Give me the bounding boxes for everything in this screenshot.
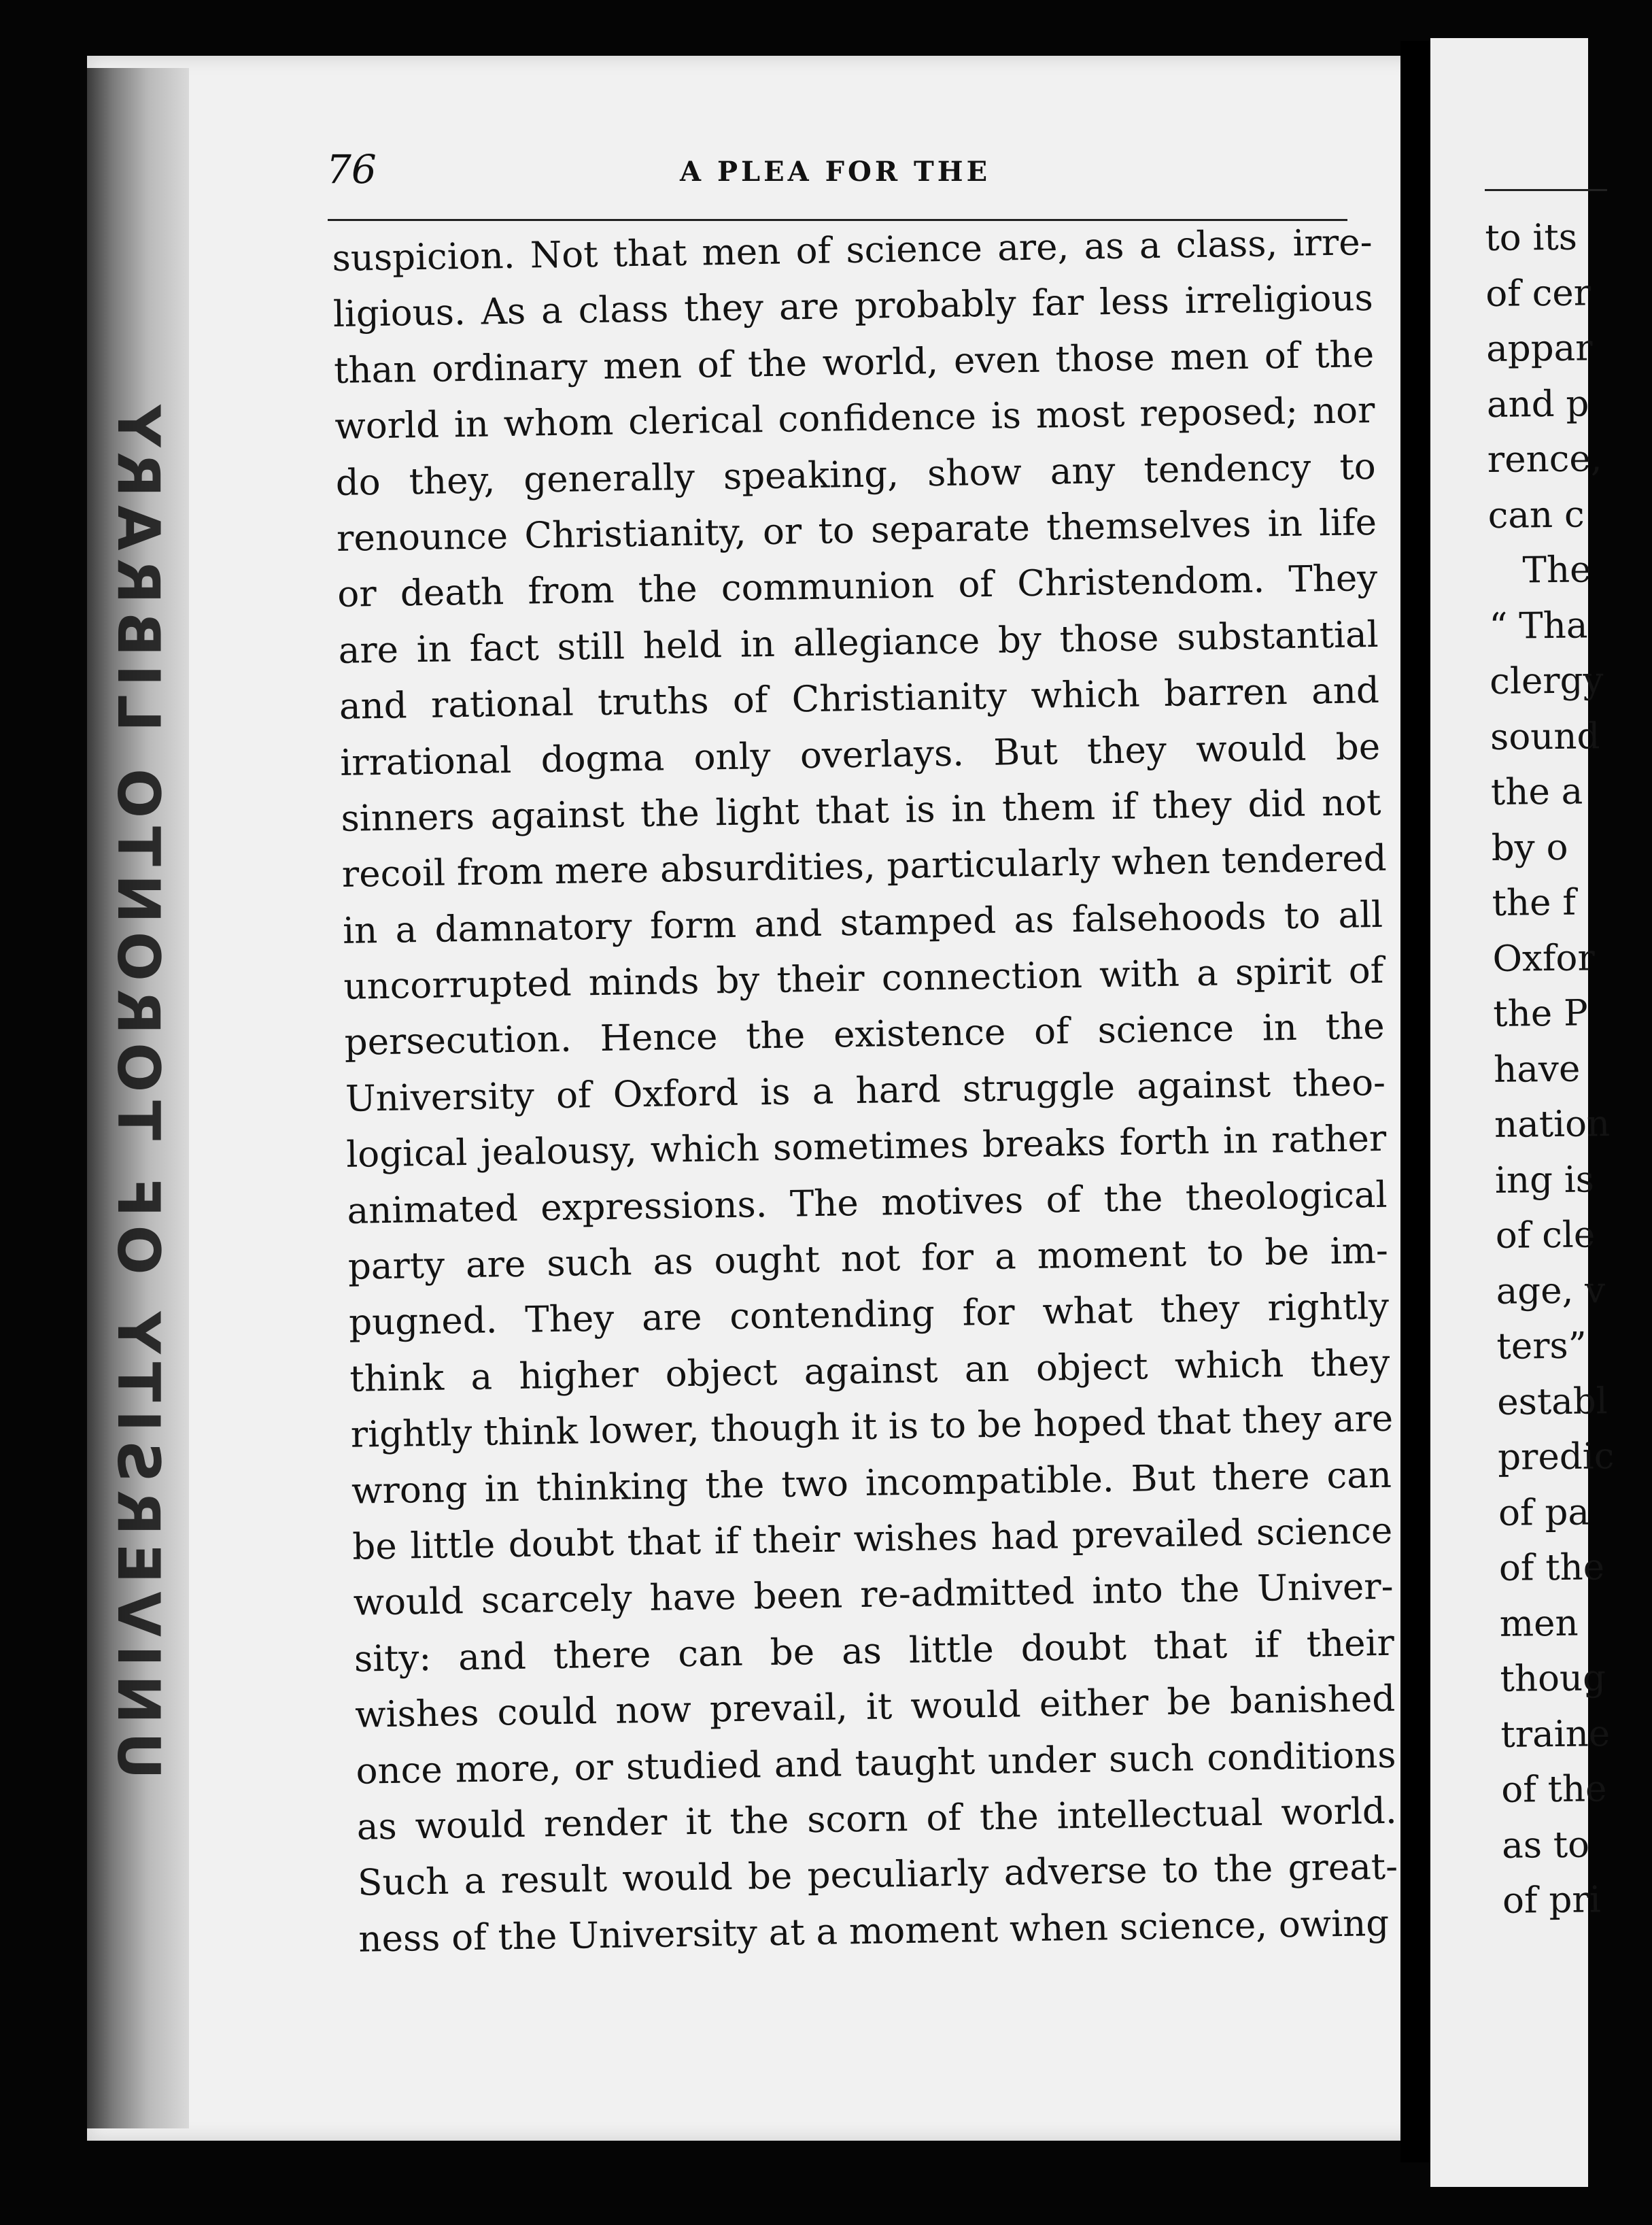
text-line: renounce Christianity, or to separate themselves in life [336,501,1377,560]
text-line-fragment: the a [1490,770,1583,813]
text-line-fragment: ing is [1494,1158,1595,1202]
text-line-fragment: men [1499,1602,1579,1645]
text-line-fragment: as to [1501,1824,1590,1867]
text-line-fragment: age, v [1496,1269,1606,1312]
text-line: recoil from mere absurdities, particularly when tendered [341,838,1388,896]
text-line-fragment: of pri [1502,1879,1601,1922]
text-line: logical jealousy, which sometimes breaks forth in rather [345,1118,1387,1176]
text-line: suspicion. Not that men of science are, as a class, irre- [332,221,1373,279]
text-line-fragment: ters” [1496,1325,1587,1368]
text-line-fragment: of pa [1498,1491,1590,1534]
body-text [332,215,1399,1968]
text-line: in a damnatory form and stamped as falsehoods to all [342,894,1383,952]
text-line: pugned. They are contending for what they rightly [348,1286,1390,1344]
text-line: are in fact still held in allegiance by those substantial [338,613,1379,672]
text-line: and rational truths of Christianity which barren and [339,670,1380,728]
text-line: world in whom clerical confidence is most reposed; nor [334,390,1375,448]
text-line-fragment: the P [1493,992,1588,1035]
text-line-fragment: rence, [1487,438,1602,481]
book-gutter [1400,41,1430,2162]
text-line: ness of the University at a moment when science, owing [358,1902,1390,1960]
text-line: animated expressions. The motives of the theological [347,1174,1388,1232]
text-line-fragment: clergy [1489,660,1604,702]
text-line: than ordinary men of the world, even those men of the [333,333,1375,392]
text-line: would scarcely have been re-admitted into the Univer- [353,1566,1394,1625]
right-body-text [1485,209,1652,1929]
running-head: A PLEA FOR THE [680,156,991,188]
text-line-fragment: the f [1492,881,1577,924]
text-line: be little doubt that if their wishes had prevailed science [351,1510,1393,1568]
text-line: rightly think lower, though it is to be hoped that they are [350,1397,1394,1456]
text-line: wishes could now prevail, it would either be banished [354,1678,1396,1736]
right-header-rule [1485,189,1607,191]
page-header [326,146,1353,207]
text-line-fragment: Oxfor [1492,936,1596,980]
text-line-fragment: of the [1501,1768,1607,1811]
library-stamp-text: UNIVERSITY OF TORONTO LIBRARY [104,396,172,1780]
text-line: persecution. Hence the existence of science in the [344,1006,1386,1064]
text-line: party are such as ought not for a moment to be im- [347,1229,1389,1288]
text-line-fragment: traine [1500,1712,1611,1756]
text-line: sinners against the light that is in them if they did not [341,781,1381,840]
text-line-fragment: “ Tha [1489,604,1588,647]
text-line-fragment: nation [1494,1103,1611,1146]
text-line: sity: and there can be as little doubt that if their [354,1622,1395,1680]
text-line-fragment: establ [1497,1380,1608,1423]
text-line-fragment: of cer [1485,271,1591,315]
text-line-fragment: can c [1487,493,1585,537]
text-line-fragment: thoug [1500,1657,1606,1700]
text-line: uncorrupted minds by their connection with a spirit of [343,949,1384,1008]
text-line: or death from the communion of Christendom. They [337,558,1378,616]
page-number: 76 [326,146,377,192]
text-line: once more, or studied and taught under such conditions [356,1734,1396,1793]
text-line: University of Oxford is a hard struggle against theo- [345,1061,1386,1120]
text-line-fragment: of cle [1495,1214,1596,1257]
text-line-fragment: predic [1497,1436,1615,1478]
text-line-fragment: to its [1485,216,1578,259]
text-line-fragment: appar [1485,327,1593,370]
right-page [1430,38,1615,2187]
text-line-fragment: The [1522,549,1591,592]
text-line-fragment: have [1493,1048,1581,1091]
text-line: Such a result would be peculiarly adverse to the great- [357,1846,1398,1905]
text-line-fragment: sound [1490,715,1600,758]
text-line: as would render it the scorn of the intellectual world. [356,1790,1398,1848]
text-line: think a higher object against an object which they [349,1342,1390,1400]
text-line-fragment: by o [1491,826,1568,869]
text-line: do they, generally speaking, show any tendency to [335,445,1377,504]
text-line: wrong in thinking the two incompatible. But there can [351,1454,1392,1512]
text-line-fragment: of the [1498,1546,1605,1589]
text-line: irrational dogma only overlays. But they would be [339,726,1381,784]
text-line: ligious. As a class they are probably far less irreligious [332,277,1374,336]
text-line-fragment: and p [1486,382,1589,426]
